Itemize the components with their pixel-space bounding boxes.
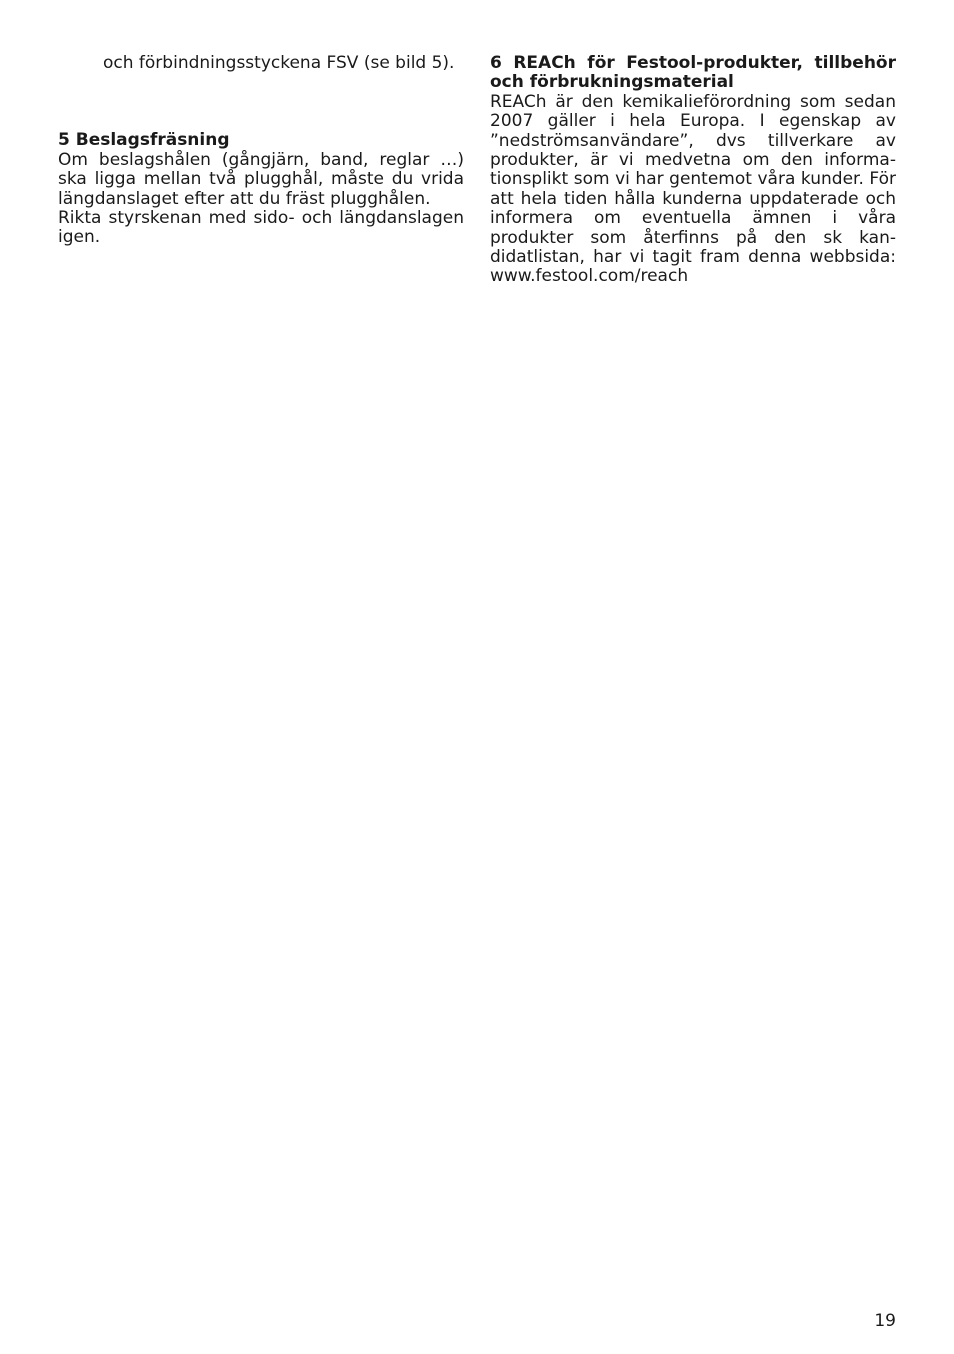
page-number: 19 <box>874 1311 896 1331</box>
continuation-text: och förbindningsstyckena FSV (se bild 5). <box>103 53 455 73</box>
right-column <box>490 54 896 287</box>
section-6-heading: 6 REACh för Festool-produkter, tillbehör och förbrukningsmaterial <box>490 53 896 93</box>
section-6-paragraph: REACh är den kemikalieförordning som sedan 2007 gäller i hela Europa. I egenskap av ”nedströmsanvändare”, dvs tillverkare av produkter, är vi medvetna om den informationsplikt som vi har gentemot våra kunder. För att hela tiden hålla kunderna uppdaterade och informera om eventuella ämnen i våra produkter som återfinns på den sk kandidatlistan, har vi tagit fram denna webbsida: www.festool.com/reach <box>490 91 896 287</box>
left-column <box>58 54 464 248</box>
section-5-heading: 5 Beslagsfräsning <box>58 130 230 151</box>
section-5-paragraph-2: Rikta styrskenan med sido- och längdanslagen igen. <box>58 208 464 248</box>
section-5-paragraph-1: Om beslagshålen (gångjärn, band, reglar …) ska ligga mellan två plugghål, måste du vrida längdanslaget efter att du fräst plugghålen. <box>58 149 464 209</box>
spacer <box>58 73 464 131</box>
